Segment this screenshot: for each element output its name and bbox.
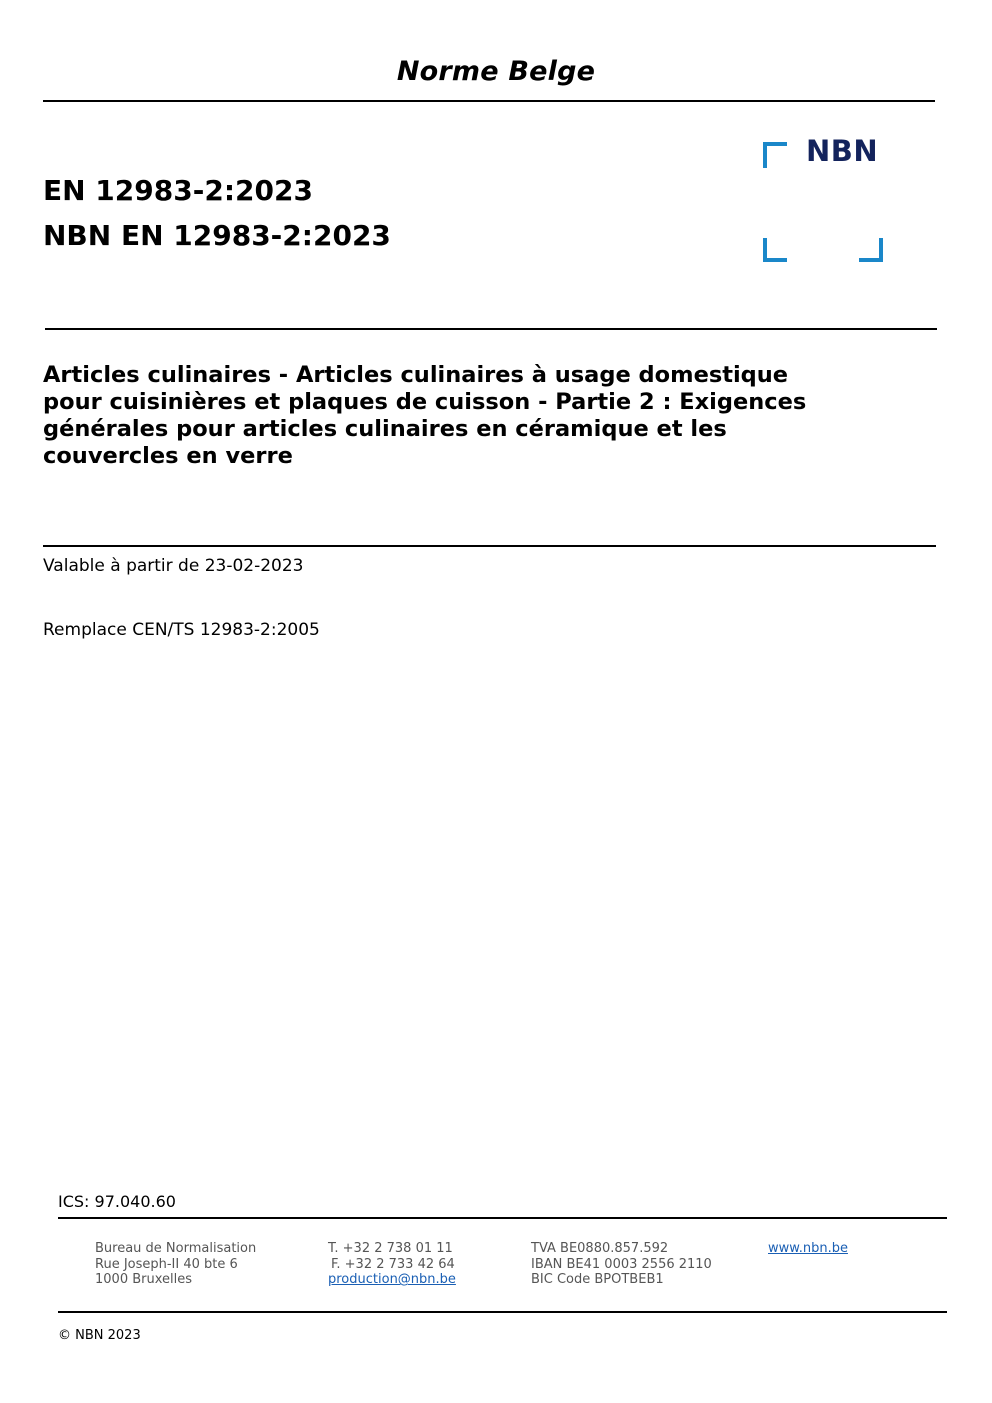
header-divider xyxy=(43,100,935,102)
footer-bottom-divider xyxy=(58,1311,947,1313)
logo-text: NBN xyxy=(806,134,879,168)
address-line: Bureau de Normalisation xyxy=(95,1241,257,1256)
ics-code: ICS: 97.040.60 xyxy=(58,1192,176,1211)
fax-number: F. +32 2 733 42 64 xyxy=(331,1256,455,1272)
logo-corner-top-left-icon xyxy=(763,142,787,168)
document-title-line: Articles culinaires - Articles culinaires à usage domestique xyxy=(43,362,789,388)
footer-banking xyxy=(531,1241,712,1288)
footer-top-divider xyxy=(58,1217,947,1219)
footer-address xyxy=(95,1241,256,1288)
document-title-line: pour cuisinières et plaques de cuisson - Partie 2 : Exigences xyxy=(43,389,807,415)
document-title xyxy=(43,362,863,470)
phone-number: T. +32 2 738 01 11 xyxy=(328,1241,453,1256)
page-header-title: Norme Belge xyxy=(396,56,596,87)
validity-date: Valable à partir de 23-02-2023 xyxy=(43,556,304,576)
logo-corner-bottom-right-icon xyxy=(859,238,883,262)
address-line: Rue Joseph-II 40 bte 6 xyxy=(95,1256,238,1272)
footer-website xyxy=(768,1241,848,1257)
replaces-standard: Remplace CEN/TS 12983-2:2005 xyxy=(43,620,320,640)
logo-corner-bottom-left-icon xyxy=(763,238,787,262)
email-link[interactable]: production@nbn.be xyxy=(328,1272,456,1288)
tva-number: TVA BE0880.857.592 xyxy=(531,1241,669,1256)
document-title-line: générales pour articles culinaires en céramique et les xyxy=(43,416,727,442)
website-link[interactable]: www.nbn.be xyxy=(768,1241,848,1256)
document-title-line: couvercles en verre xyxy=(43,443,293,469)
bic-code: BIC Code BPOTBEB1 xyxy=(531,1272,664,1288)
address-line: 1000 Bruxelles xyxy=(95,1272,193,1288)
standard-code-en: EN 12983-2:2023 xyxy=(43,174,313,207)
title-top-divider xyxy=(45,328,937,330)
copyright-notice: © NBN 2023 xyxy=(58,1328,141,1343)
footer-contact xyxy=(328,1241,456,1288)
standard-code-nbn: NBN EN 12983-2:2023 xyxy=(43,219,391,252)
iban-number: IBAN BE41 0003 2556 2110 xyxy=(531,1256,712,1272)
title-bottom-divider xyxy=(43,545,936,547)
